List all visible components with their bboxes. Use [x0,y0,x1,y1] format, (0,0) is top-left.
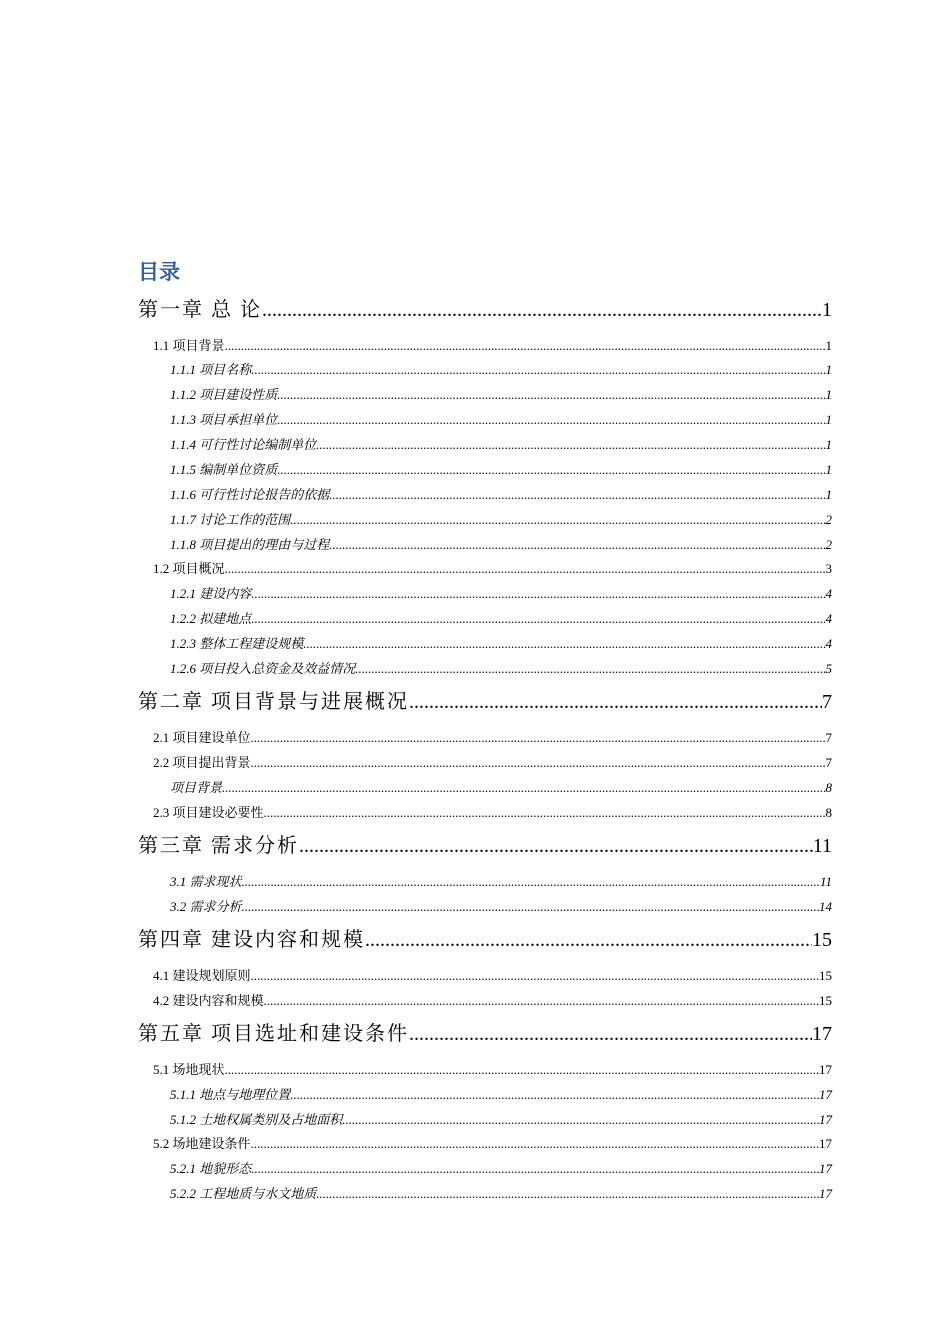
toc-entry[interactable] [170,873,832,890]
toc-entry-label: 第五章 项目选址和建设条件 [138,1023,409,1045]
toc-entry-page-number: 3 [825,561,832,576]
toc-leader-dots [225,337,826,354]
toc-entry-page-number: 17 [819,1062,832,1077]
toc-entry-label: 1.1 项目背景 [153,338,225,353]
toc-entry-page-number: 4 [825,586,832,601]
toc-leader-dots [222,779,825,796]
toc-leader-dots [251,610,825,627]
toc-entry[interactable] [170,536,832,553]
toc-entry-page-number: 1 [822,299,832,321]
toc-entry-label: 1.2 项目概况 [153,561,225,576]
toc-leader-dots [262,298,822,322]
toc-leader-dots [225,1061,819,1078]
toc-entry-label: 1.2.1 建设内容 [170,586,252,601]
toc-leader-dots [225,560,826,577]
toc-leader-dots [251,967,819,984]
toc-leader-dots [251,729,826,746]
toc-entry-label: 1.1.1 项目名称 [170,362,252,377]
toc-leader-dots [251,1160,819,1177]
toc-entry[interactable] [153,804,832,821]
toc-entry-page-number: 17 [819,1186,832,1201]
toc-entry[interactable] [153,967,832,984]
toc-leader-dots [242,873,820,890]
toc-entry-label: 2.1 项目建设单位 [153,730,251,745]
toc-entry-label: 5.2.2 工程地质与水文地质 [170,1186,317,1201]
toc-entry[interactable] [153,560,832,577]
toc-entry[interactable] [138,1022,832,1046]
toc-entry[interactable] [170,361,832,378]
toc-entry-label: 1.1.5 编制单位资质 [170,462,278,477]
toc-entry[interactable] [170,436,832,453]
toc-entry-label: 第二章 项目背景与进展概况 [138,691,409,713]
toc-entry-label: 第三章 需求分析 [138,835,299,857]
toc-entry-page-number: 1 [825,412,832,427]
toc-entry[interactable] [170,1185,832,1202]
toc-entry[interactable] [153,729,832,746]
toc-leader-dots [277,411,825,428]
toc-entry-page-number: 17 [819,1112,832,1127]
toc-entry-page-number: 15 [819,968,832,983]
toc-entry-page-number: 1 [825,437,832,452]
toc-entry[interactable] [170,411,832,428]
toc-entry[interactable] [170,461,832,478]
toc-leader-dots [316,436,825,453]
toc-entry-label: 4.2 建设内容和规模 [153,993,264,1008]
toc-entry[interactable] [138,298,832,322]
toc-entry-label: 5.2.1 地貌形态 [170,1161,252,1176]
toc-entry-label: 5.1.1 地点与地理位置 [170,1087,291,1102]
toc-leader-dots [342,1111,819,1128]
toc-entry[interactable] [153,754,832,771]
toc-entry-label: 1.2.2 拟建地点 [170,611,252,626]
toc-entry-label: 项目背景 [170,780,223,795]
toc-leader-dots [303,635,825,652]
toc-entry-label: 1.1.7 讨论工作的范围 [170,512,291,527]
toc-entry-page-number: 17 [812,1023,832,1045]
toc-leader-dots [365,928,812,952]
toc-entry[interactable] [153,992,832,1009]
toc-entry[interactable] [138,928,832,952]
toc-entry-label: 1.2.3 整体工程建设规模 [170,636,304,651]
toc-entry-label: 1.1.8 项目提出的理由与过程 [170,537,330,552]
toc-leader-dots [290,511,825,528]
toc-entry-page-number: 7 [825,755,832,770]
toc-entry[interactable] [170,386,832,403]
toc-leader-dots [355,660,825,677]
toc-entry-label: 1.1.2 项目建设性质 [170,387,278,402]
toc-entry-label: 1.1.6 可行性讨论报告的依据 [170,487,330,502]
toc-entry-label: 2.2 项目提出背景 [153,755,251,770]
toc-entry-page-number: 1 [825,462,832,477]
toc-leader-dots [264,992,819,1009]
toc-entry-page-number: 11 [819,874,832,889]
toc-entry-label: 1.1.3 项目承担单位 [170,412,278,427]
toc-leader-dots [264,804,826,821]
toc-entry-page-number: 2 [825,537,832,552]
toc-entry[interactable] [170,635,832,652]
toc-entry-page-number: 11 [812,835,832,857]
toc-entry-page-number: 14 [819,899,832,914]
toc-entry-page-number: 8 [825,780,832,795]
toc-entry-page-number: 8 [825,805,832,820]
toc-entry-label: 5.2 场地建设条件 [153,1136,251,1151]
toc-entry[interactable] [170,511,832,528]
toc-leader-dots [316,1185,819,1202]
toc-leader-dots [329,486,825,503]
toc-entry-page-number: 17 [819,1087,832,1102]
toc-entry-label: 3.2 需求分析 [170,899,242,914]
toc-leader-dots [251,1135,819,1152]
toc-leader-dots [329,536,825,553]
toc-entry-label: 4.1 建设规划原则 [153,968,251,983]
toc-entry-page-number: 1 [825,338,832,353]
toc-entry-page-number: 1 [825,362,832,377]
toc-leader-dots [277,461,825,478]
toc-entry[interactable] [138,834,832,858]
toc-leader-dots [299,834,813,858]
toc-entry[interactable] [170,1111,832,1128]
toc-entry-page-number: 15 [812,929,832,951]
toc-leader-dots [277,386,825,403]
toc-leader-dots [409,1022,812,1046]
toc-leader-dots [409,690,822,714]
toc-entry[interactable] [170,898,832,915]
toc-entry[interactable] [170,1086,832,1103]
toc-entry-page-number: 17 [819,1161,832,1176]
toc-entry-label: 3.1 需求现状 [170,874,242,889]
toc-entry-label: 第四章 建设内容和规模 [138,929,365,951]
toc-entry[interactable] [170,1160,832,1177]
toc-entry[interactable] [153,1061,832,1078]
toc-leader-dots [251,361,825,378]
toc-leader-dots [251,585,825,602]
toc-entry[interactable] [138,690,832,714]
toc-entry-label: 第一章 总 论 [138,299,262,321]
toc-entry-label: 1.1.4 可行性讨论编制单位 [170,437,317,452]
toc-entry-label: 5.1 场地现状 [153,1062,225,1077]
toc-entry-page-number: 7 [822,691,832,713]
toc-entry[interactable] [170,486,832,503]
toc-leader-dots [242,898,819,915]
toc-entry-page-number: 1 [825,387,832,402]
toc-entry-label: 5.1.2 土地权属类别及占地面积 [170,1112,343,1127]
toc-entry-page-number: 15 [819,993,832,1008]
toc-entry-page-number: 17 [819,1136,832,1151]
toc-entry-page-number: 1 [825,487,832,502]
toc-entry-page-number: 7 [825,730,832,745]
toc-entry[interactable] [170,660,832,677]
toc-leader-dots [290,1086,819,1103]
toc-entry[interactable] [170,610,832,627]
toc-entry[interactable] [170,585,832,602]
toc-entry-page-number: 5 [825,661,832,676]
toc-entry-label: 1.2.6 项目投入总资金及效益情况 [170,661,356,676]
toc-entry-label: 2.3 项目建设必要性 [153,805,264,820]
toc-entry[interactable] [170,779,832,796]
toc-entry[interactable] [153,337,832,354]
toc-leader-dots [251,754,826,771]
toc-entry[interactable] [153,1135,832,1152]
toc-entry-page-number: 2 [825,512,832,527]
toc-entry-page-number: 4 [825,636,832,651]
toc-title: 目录 [138,260,180,284]
toc-entry-page-number: 4 [825,611,832,626]
